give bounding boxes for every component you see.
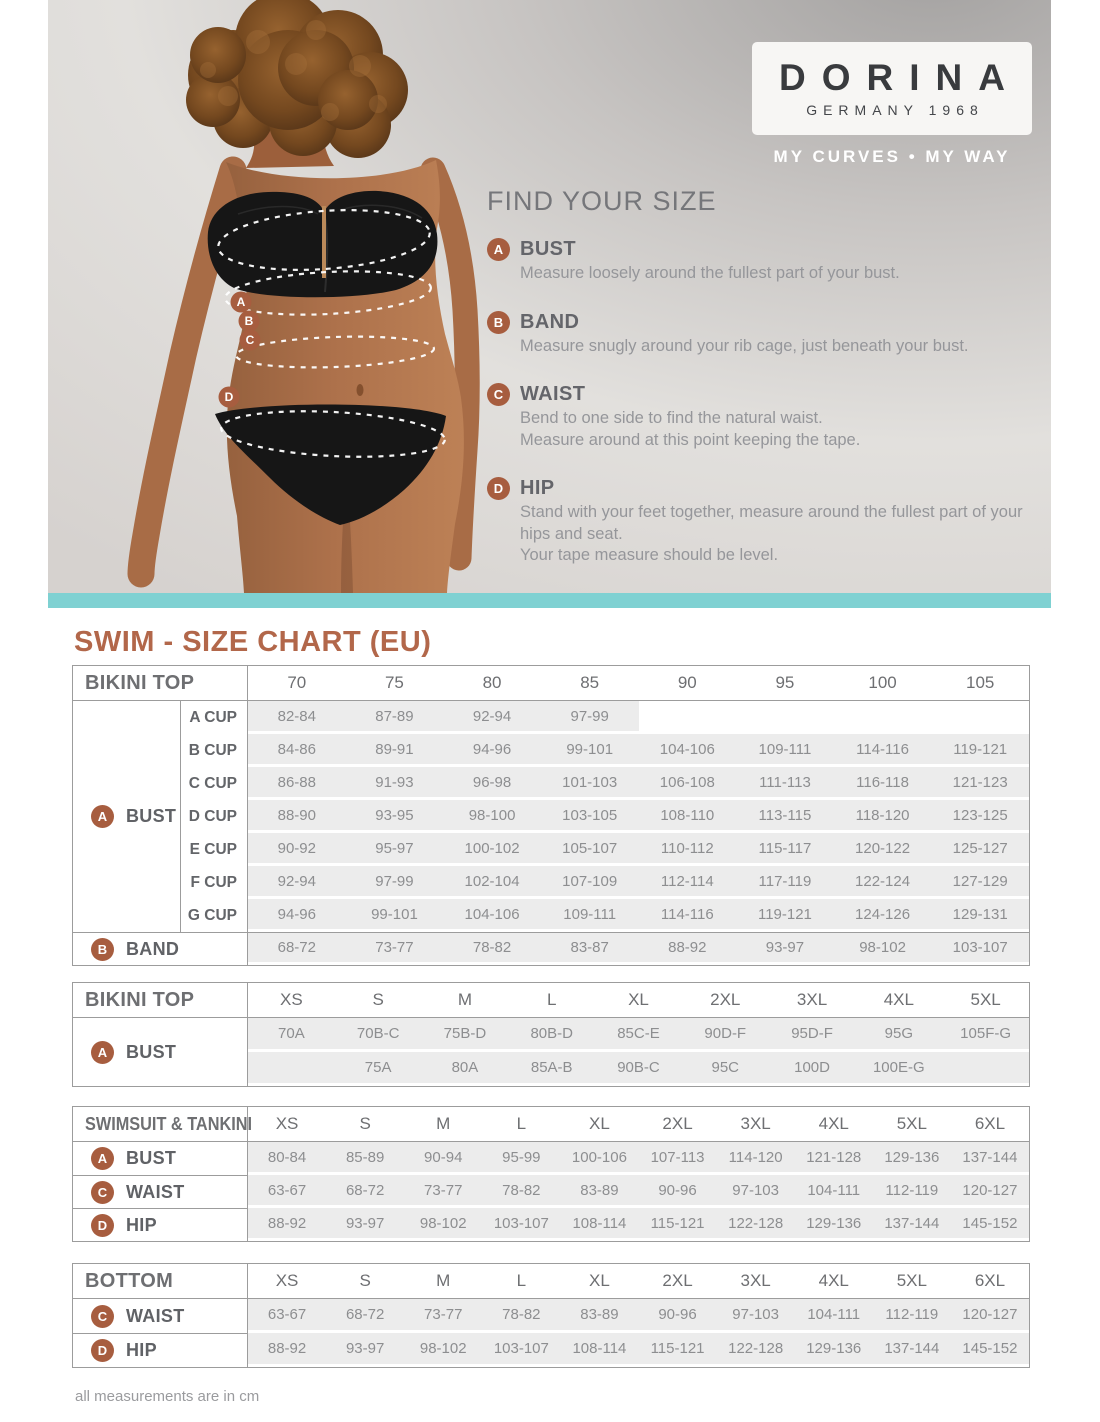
size-column-header: 4XL — [795, 1264, 873, 1299]
size-cell: 99-101 — [541, 734, 639, 767]
size-cell: 68-72 — [326, 1175, 404, 1208]
size-column-header: 100 — [834, 666, 932, 701]
size-cell: 97-99 — [346, 866, 444, 899]
brand-name: DORINA — [779, 57, 1021, 98]
size-cell: 88-92 — [248, 1333, 326, 1367]
measure-description: Your tape measure should be level. — [520, 546, 779, 564]
size-cell: 70A — [248, 1018, 335, 1052]
measure-description: Measure snugly around your rib cage, just beneath your bust. — [520, 336, 969, 355]
size-cell: 122-124 — [834, 866, 932, 899]
size-cell: 113-115 — [736, 800, 834, 833]
bust-group-label — [73, 701, 181, 932]
size-cell: 137-144 — [873, 1208, 951, 1241]
brand-subtitle: GERMANY 1968 — [806, 102, 984, 118]
size-column-header: 90 — [639, 666, 737, 701]
size-cell: 100-102 — [443, 833, 541, 866]
size-cell: 116-118 — [834, 767, 932, 800]
size-cell: 108-110 — [639, 800, 737, 833]
size-column-header: XS — [248, 983, 335, 1018]
a-marker-icon: A — [91, 805, 114, 828]
size-cell: 121-128 — [795, 1142, 873, 1175]
size-cell: 114-116 — [639, 899, 737, 932]
size-cell: 93-95 — [346, 800, 444, 833]
size-column-header: 70 — [248, 666, 346, 701]
guide-items — [487, 238, 1035, 567]
size-cell: 95-99 — [482, 1142, 560, 1175]
bust-row-label — [73, 1018, 248, 1086]
size-column-header: 105 — [931, 666, 1029, 701]
size-cell: 94-96 — [248, 899, 346, 932]
size-cell: 96-98 — [443, 767, 541, 800]
row-label-text: BUST — [126, 806, 177, 826]
size-cell: 119-121 — [931, 734, 1029, 767]
size-cell: 137-144 — [951, 1142, 1029, 1175]
table-header-text: SWIMSUIT & TANKINI — [85, 1113, 253, 1134]
size-cell: 145-152 — [951, 1333, 1029, 1367]
size-cell: 127-129 — [931, 866, 1029, 899]
size-cell: 103-107 — [482, 1208, 560, 1241]
size-cell — [248, 1052, 335, 1086]
size-cell: 97-103 — [717, 1175, 795, 1208]
size-column-header: 4XL — [855, 983, 942, 1018]
size-column-header: 4XL — [795, 1107, 873, 1142]
size-cell: 110-112 — [639, 833, 737, 866]
size-cell: 106-108 — [639, 767, 737, 800]
size-cell: 91-93 — [346, 767, 444, 800]
bikini-top-intl-table — [72, 982, 1030, 1087]
a-marker-icon: A — [91, 1147, 114, 1170]
size-cell: 123-125 — [931, 800, 1029, 833]
size-cell: 95C — [682, 1052, 769, 1086]
size-column-header: 3XL — [717, 1264, 795, 1299]
size-column-header: XL — [595, 983, 682, 1018]
brand-tagline: MY CURVES • MY WAY — [773, 147, 1011, 166]
size-cell: 117-119 — [736, 866, 834, 899]
size-cell: 100D — [769, 1052, 856, 1086]
size-cell: 63-67 — [248, 1299, 326, 1333]
c-marker-icon: C — [91, 1305, 114, 1328]
size-cell: 112-119 — [873, 1299, 951, 1333]
size-column-header: 5XL — [873, 1264, 951, 1299]
size-cell: 107-109 — [541, 866, 639, 899]
size-cell: 89-91 — [346, 734, 444, 767]
size-cell: 111-113 — [736, 767, 834, 800]
size-cell: 84-86 — [248, 734, 346, 767]
size-column-header: 75 — [346, 666, 444, 701]
measure-description: Stand with your feet together, measure around the fullest part of your hips and seat. — [520, 503, 1023, 543]
size-cell — [639, 701, 737, 734]
size-cell: 88-92 — [248, 1208, 326, 1241]
a-marker-icon: A — [91, 1041, 114, 1064]
divider-bar — [48, 593, 1051, 608]
size-column-header: 3XL — [717, 1107, 795, 1142]
table-header-label — [73, 1107, 253, 1142]
guide-item-band — [487, 311, 1035, 358]
table-header-text: BIKINI TOP — [85, 671, 195, 694]
size-cell: 98-102 — [404, 1208, 482, 1241]
measure-description: Bend to one side to find the natural waist. — [520, 409, 823, 427]
size-cell: 118-120 — [834, 800, 932, 833]
size-column-header: S — [326, 1107, 404, 1142]
table-header-label — [73, 983, 248, 1018]
section-title: SWIM - SIZE CHART (EU) — [74, 626, 432, 658]
size-cell: 120-127 — [951, 1175, 1029, 1208]
size-cell: 73-77 — [404, 1299, 482, 1333]
cup-row-label: B CUP — [181, 734, 248, 767]
table-header-label — [73, 666, 248, 701]
size-cell: 93-97 — [326, 1208, 404, 1241]
size-column-header: L — [482, 1264, 560, 1299]
measure-label: HIP — [520, 477, 555, 499]
size-cell: 129-136 — [795, 1208, 873, 1241]
bikini-top — [208, 191, 438, 297]
bust-row-label — [73, 1142, 248, 1175]
measure-label: BUST — [520, 238, 577, 260]
size-cell: 75B-D — [422, 1018, 509, 1052]
size-cell: 93-97 — [736, 932, 834, 965]
row-label-text: BUST — [126, 1148, 177, 1168]
size-column-header: 6XL — [951, 1107, 1029, 1142]
size-column-header: 95 — [736, 666, 834, 701]
size-cell: 103-107 — [482, 1333, 560, 1367]
size-column-header: M — [404, 1107, 482, 1142]
size-cell: 83-89 — [560, 1175, 638, 1208]
size-cell — [942, 1052, 1029, 1086]
size-cell: 80A — [422, 1052, 509, 1086]
size-cell: 95D-F — [769, 1018, 856, 1052]
measurements-note: all measurements are in cm — [75, 1388, 260, 1405]
size-cell: 73-77 — [346, 932, 444, 965]
size-cell: 87-89 — [346, 701, 444, 734]
size-cell: 92-94 — [443, 701, 541, 734]
size-tables — [72, 665, 1030, 1368]
photo-marker-b — [239, 311, 260, 332]
size-cell: 78-82 — [482, 1299, 560, 1333]
svg-text:B: B — [244, 314, 254, 328]
measure-label: WAIST — [520, 383, 586, 405]
size-cell: 101-103 — [541, 767, 639, 800]
size-cell: 115-121 — [638, 1333, 716, 1367]
photo-marker-d — [219, 387, 240, 408]
size-cell: 108-114 — [560, 1208, 638, 1241]
c-marker-icon: C — [91, 1181, 114, 1204]
d-marker-icon: D — [91, 1214, 114, 1237]
size-cell: 115-121 — [638, 1208, 716, 1241]
size-cell: 95G — [855, 1018, 942, 1052]
size-column-header: L — [508, 983, 595, 1018]
size-cell: 90D-F — [682, 1018, 769, 1052]
size-column-header: XS — [248, 1107, 326, 1142]
row-label-text: HIP — [126, 1214, 157, 1235]
size-cell: 94-96 — [443, 734, 541, 767]
size-cell: 98-102 — [834, 932, 932, 965]
size-cell: 95-97 — [346, 833, 444, 866]
size-column-header: S — [335, 983, 422, 1018]
guide-item-header — [487, 238, 1035, 261]
size-column-header: 2XL — [638, 1107, 716, 1142]
photo-marker-c — [240, 330, 261, 351]
size-cell: 112-114 — [639, 866, 737, 899]
waist-row-label — [73, 1299, 248, 1333]
size-cell: 88-92 — [639, 932, 737, 965]
size-column-header: 2XL — [638, 1264, 716, 1299]
b-marker-icon: B — [91, 938, 114, 961]
size-cell: 107-113 — [638, 1142, 716, 1175]
size-cell — [834, 701, 932, 734]
measure-description: Measure loosely around the fullest part of your bust. — [520, 264, 900, 282]
band-row-label — [73, 932, 248, 965]
size-cell: 90-92 — [248, 833, 346, 866]
size-cell: 68-72 — [248, 932, 346, 965]
size-cell: 78-82 — [443, 932, 541, 965]
size-cell: 114-120 — [717, 1142, 795, 1175]
guide-title: FIND YOUR SIZE — [487, 186, 717, 216]
size-column-header: 6XL — [951, 1264, 1029, 1299]
b-marker-icon: B — [487, 311, 510, 334]
size-cell: 86-88 — [248, 767, 346, 800]
size-column-header: 2XL — [682, 983, 769, 1018]
size-column-header: M — [404, 1264, 482, 1299]
size-cell: 78-82 — [482, 1175, 560, 1208]
size-cell: 82-84 — [248, 701, 346, 734]
size-cell: 129-136 — [795, 1333, 873, 1367]
find-your-size-guide — [487, 186, 1035, 593]
size-cell: 93-97 — [326, 1333, 404, 1367]
guide-item-hip — [487, 477, 1035, 567]
bottom-table — [72, 1263, 1030, 1368]
a-marker-icon: A — [487, 238, 510, 261]
size-cell: 90-96 — [638, 1299, 716, 1333]
size-cell: 125-127 — [931, 833, 1029, 866]
size-cell: 104-106 — [639, 734, 737, 767]
swimsuit-tankini-table — [72, 1106, 1030, 1242]
size-cell: 104-111 — [795, 1299, 873, 1333]
size-cell: 92-94 — [248, 866, 346, 899]
size-cell: 119-121 — [736, 899, 834, 932]
guide-item-header — [487, 477, 1035, 500]
hip-row-label — [73, 1208, 248, 1241]
svg-text:A: A — [236, 295, 246, 309]
size-cell: 98-102 — [404, 1333, 482, 1367]
size-cell: 137-144 — [873, 1333, 951, 1367]
size-column-header: 5XL — [942, 983, 1029, 1018]
size-column-header: XL — [560, 1107, 638, 1142]
row-label-text: BUST — [126, 1041, 177, 1062]
size-cell: 100E-G — [855, 1052, 942, 1086]
measure-label: BAND — [520, 310, 580, 333]
cup-row-label: E CUP — [181, 833, 248, 866]
size-cell: 105F-G — [942, 1018, 1029, 1052]
size-cell: 73-77 — [404, 1175, 482, 1208]
photo-marker-a — [231, 292, 252, 313]
size-column-header: L — [482, 1107, 560, 1142]
row-label-text: BAND — [126, 938, 180, 959]
size-cell: 112-119 — [873, 1175, 951, 1208]
size-cell: 85-89 — [326, 1142, 404, 1175]
size-cell: 63-67 — [248, 1175, 326, 1208]
cup-row-label: F CUP — [181, 866, 248, 899]
size-cell: 114-116 — [834, 734, 932, 767]
model-hair — [186, 0, 408, 158]
table-header-label — [73, 1264, 248, 1299]
size-cell: 124-126 — [834, 899, 932, 932]
size-cell: 97-103 — [717, 1299, 795, 1333]
size-cell: 103-107 — [931, 932, 1029, 965]
size-cell: 83-89 — [560, 1299, 638, 1333]
svg-text:C: C — [245, 333, 255, 347]
bikini-clasp — [322, 206, 326, 278]
size-column-header: M — [422, 983, 509, 1018]
waist-row-label — [73, 1175, 248, 1208]
size-cell: 109-111 — [541, 899, 639, 932]
size-cell: 70B-C — [335, 1018, 422, 1052]
brand-logo — [752, 42, 1032, 135]
bikini-top-eu-table — [72, 665, 1030, 966]
svg-text:D: D — [224, 390, 234, 404]
size-cell: 68-72 — [326, 1299, 404, 1333]
size-cell: 90B-C — [595, 1052, 682, 1086]
size-cell: 109-111 — [736, 734, 834, 767]
size-cell: 129-136 — [873, 1142, 951, 1175]
measure-description: Measure around at this point keeping the tape. — [520, 430, 861, 449]
size-column-header: S — [326, 1264, 404, 1299]
size-cell: 104-106 — [443, 899, 541, 932]
size-cell: 85A-B — [508, 1052, 595, 1086]
d-marker-icon: D — [91, 1339, 114, 1362]
hero-banner — [48, 0, 1051, 593]
size-cell: 100-106 — [560, 1142, 638, 1175]
cup-row-label: C CUP — [181, 767, 248, 800]
size-column-header: 5XL — [873, 1107, 951, 1142]
size-column-header: XS — [248, 1264, 326, 1299]
guide-item-bust — [487, 238, 1035, 285]
size-column-header: 3XL — [769, 983, 856, 1018]
d-marker-icon: D — [487, 477, 510, 500]
size-cell: 120-122 — [834, 833, 932, 866]
size-cell: 75A — [335, 1052, 422, 1086]
size-cell: 90-94 — [404, 1142, 482, 1175]
size-chart-section — [72, 608, 1030, 1405]
guide-item-header — [487, 311, 1035, 334]
guide-item-waist — [487, 383, 1035, 451]
size-cell — [931, 701, 1029, 734]
size-cell: 83-87 — [541, 932, 639, 965]
size-cell: 97-99 — [541, 701, 639, 734]
row-label-text: WAIST — [126, 1305, 185, 1326]
size-cell: 80-84 — [248, 1142, 326, 1175]
size-cell: 121-123 — [931, 767, 1029, 800]
size-cell: 88-90 — [248, 800, 346, 833]
size-cell: 122-128 — [717, 1333, 795, 1367]
size-cell: 103-105 — [541, 800, 639, 833]
size-cell: 115-117 — [736, 833, 834, 866]
size-cell — [736, 701, 834, 734]
cup-row-label: A CUP — [181, 701, 248, 734]
row-label-text: HIP — [126, 1340, 157, 1360]
size-cell: 90-96 — [638, 1175, 716, 1208]
c-marker-icon: C — [487, 383, 510, 406]
size-column-header: 85 — [541, 666, 639, 701]
size-cell: 98-100 — [443, 800, 541, 833]
cup-row-label: G CUP — [181, 899, 248, 932]
hip-row-label — [73, 1333, 248, 1367]
size-column-header: XL — [560, 1264, 638, 1299]
size-cell: 145-152 — [951, 1208, 1029, 1241]
model-navel — [357, 384, 364, 396]
size-cell: 105-107 — [541, 833, 639, 866]
size-cell: 104-111 — [795, 1175, 873, 1208]
size-cell: 122-128 — [717, 1208, 795, 1241]
row-label-text: WAIST — [126, 1181, 185, 1202]
size-cell: 108-114 — [560, 1333, 638, 1367]
size-cell: 99-101 — [346, 899, 444, 932]
size-cell: 80B-D — [508, 1018, 595, 1052]
size-cell: 102-104 — [443, 866, 541, 899]
size-cell: 120-127 — [951, 1299, 1029, 1333]
size-column-header: 80 — [443, 666, 541, 701]
cup-row-label: D CUP — [181, 800, 248, 833]
table-header-text: BIKINI TOP — [85, 988, 195, 1011]
size-cell: 129-131 — [931, 899, 1029, 932]
table-header-text: BOTTOM — [85, 1269, 174, 1292]
model-photo — [48, 0, 488, 593]
guide-item-header — [487, 383, 1035, 406]
size-cell: 85C-E — [595, 1018, 682, 1052]
